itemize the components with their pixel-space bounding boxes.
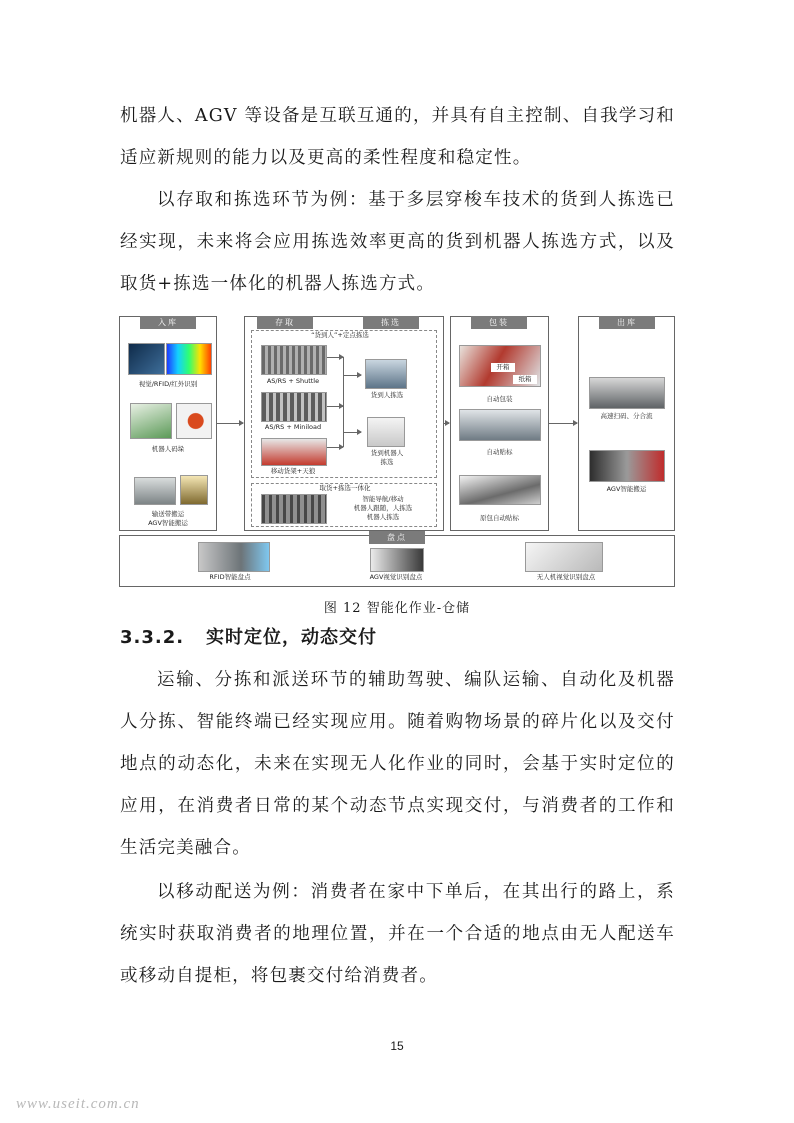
storage-top-title: “货到人”+定点拣选: [311, 331, 369, 339]
storage-picking-panel: [244, 316, 444, 531]
paragraph-realtime: 运输、分拣和派送环节的辅助驾驶、编队运输、自动化及机器人分拣、智能终端已经实现应用。随着购物场景的碎片化以及交付地点的动态化，未来在实现无人化作业的同时，会基于实时定位的应用，在消费者日常的某个动态节点实现交付，与消费者的工作和生活完美融合。: [120, 670, 675, 858]
inventory-label-1: RFID智能盘点: [209, 573, 251, 581]
figure-caption: 图 12 智能化作业-仓储: [323, 601, 471, 616]
page-number: 15: [390, 1039, 404, 1053]
person-picking-image: [365, 359, 407, 389]
watermark: www.useit.com.cn: [16, 1096, 140, 1112]
packing-label-2: 自动贴标: [486, 448, 513, 456]
picking-label-1: 货到人拣选: [370, 391, 404, 399]
storage-label-3: 移动货架+天狼: [270, 467, 316, 475]
storage-bottom-label: 智能导航/移动 机器人跟随，人拣选 机器人拣选: [353, 495, 413, 521]
integrated-picking-image: [261, 494, 327, 524]
outbound-label-1: 高速扫码、分合流: [600, 412, 653, 420]
inbound-label-3: 输送带搬运 AGV智能搬运: [148, 510, 188, 527]
paragraph-mobile-delivery: 以移动配送为例：消费者在家中下单后，在其出行的路上，系统实时获取消费者的地理位置，并在一个合适的地点由无人配送车或移动自提柜，将包裹交付给消费者。: [120, 882, 675, 986]
inventory-label-3: 无人机视觉识别盘点: [536, 573, 596, 581]
miniload-image: [261, 392, 327, 422]
thermal-image: [166, 343, 212, 375]
section-heading: [120, 623, 377, 649]
inbound-label-1: 视觉/RFID/红外识别: [138, 380, 198, 388]
packing-header: 包装: [471, 316, 527, 329]
warehouse-diagram: [117, 313, 677, 589]
drone-inventory-image: [525, 542, 603, 572]
picking-label-2: 货到机器人 拣选: [370, 449, 404, 466]
arrow-inbound-storage: [216, 423, 243, 424]
packing-tag-1: 开箱: [491, 363, 515, 372]
pallet-image: [130, 403, 172, 439]
outbound-agv-image: [589, 450, 665, 482]
inbound-panel: [119, 316, 217, 531]
inventory-panel: [119, 535, 675, 587]
arrow-packing-outbound: [548, 423, 577, 424]
packing-label-3: 原包自动贴标: [480, 514, 519, 522]
vision-camera-image: [128, 343, 165, 375]
original-box-labeling-image: [459, 475, 541, 505]
conveyor-image: [134, 477, 176, 505]
section-title: 实时定位，动态交付: [206, 627, 377, 648]
arrow-storage-packing: [443, 423, 449, 424]
arrow-storage-3: [327, 447, 343, 448]
arrow-to-robot: [343, 432, 361, 433]
outbound-header: 出库: [599, 316, 655, 329]
paragraph-continuation: 机器人、AGV 等设备是互联互通的，并具有自主控制、自我学习和适应新规则的能力以及更高的柔性程度和稳定性。: [120, 106, 675, 168]
storage-bottom-title: 取货+拣选一体化: [319, 484, 371, 492]
inbound-label-2: 机器人码垛: [151, 445, 185, 453]
outbound-label-2: AGV智能搬运: [606, 485, 647, 493]
arrow-to-person: [343, 375, 361, 376]
agv-inventory-image: [370, 548, 424, 572]
outbound-panel: [578, 316, 675, 531]
rfid-inventory-image: [198, 542, 270, 572]
connector-line: [343, 357, 344, 447]
section-number: 3.3.2.: [120, 627, 185, 648]
packing-tag-2: 纸箱: [513, 375, 537, 384]
shuttle-image: [261, 345, 327, 375]
robot-picking-image: [367, 417, 405, 447]
arrow-storage-1: [327, 357, 343, 358]
inbound-header: 入库: [140, 316, 196, 329]
robot-arm-image: [176, 403, 212, 439]
packing-panel: [450, 316, 549, 531]
picking-header: 拣选: [363, 316, 419, 329]
agv-image: [180, 475, 208, 505]
storage-header: 存取: [257, 316, 313, 329]
arrow-storage-2: [327, 406, 343, 407]
storage-label-2: AS/RS + Miniload: [264, 423, 322, 431]
storage-label-1: AS/RS + Shuttle: [266, 377, 320, 385]
packing-label-1: 自动包装: [486, 395, 513, 403]
labeling-image: [459, 409, 541, 441]
paragraph-storage-example: 以存取和拣选环节为例：基于多层穿梭车技术的货到人拣选已经实现，未来将会应用拣选效率更高的货到机器人拣选方式，以及取货+拣选一体化的机器人拣选方式。: [120, 190, 675, 294]
mobile-shelf-image: [261, 438, 327, 466]
scanning-image: [589, 377, 665, 409]
inventory-label-2: AGV视觉识别盘点: [369, 573, 423, 581]
inventory-header: 盘点: [369, 531, 425, 544]
